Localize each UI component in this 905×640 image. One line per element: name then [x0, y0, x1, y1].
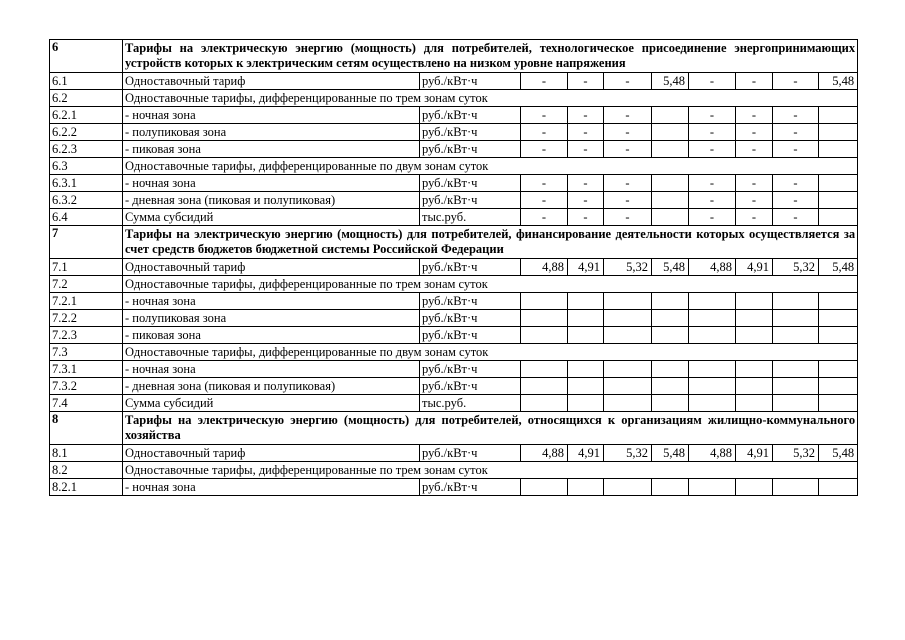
value-cell [652, 141, 689, 158]
value-cell [604, 479, 652, 496]
value-cell [652, 192, 689, 209]
value-cell [773, 293, 819, 310]
row-unit: руб./кВт·ч [420, 310, 521, 327]
value-cell [819, 395, 858, 412]
value-cell [819, 327, 858, 344]
value-cell [604, 310, 652, 327]
value-cell [689, 395, 736, 412]
row-number: 6.2.3 [50, 141, 123, 158]
row-number: 8.2 [50, 462, 123, 479]
row-unit: руб./кВт·ч [420, 293, 521, 310]
value-cell: 5,48 [819, 445, 858, 462]
value-cell: - [521, 141, 568, 158]
value-cell: - [568, 124, 604, 141]
row-name: - ночная зона [123, 361, 420, 378]
value-cell: - [521, 73, 568, 90]
value-cell: - [689, 209, 736, 226]
row-name: - полупиковая зона [123, 310, 420, 327]
table-row [50, 395, 858, 412]
table-row [50, 158, 858, 175]
row-unit: руб./кВт·ч [420, 378, 521, 395]
value-cell [521, 361, 568, 378]
value-cell: 4,88 [689, 259, 736, 276]
value-cell: - [689, 192, 736, 209]
row-name: - пиковая зона [123, 327, 420, 344]
value-cell: - [736, 209, 773, 226]
value-cell: 4,91 [568, 259, 604, 276]
row-subheading: Одноставочные тарифы, дифференцированные по двум зонам суток [123, 344, 858, 361]
value-cell: 4,88 [521, 259, 568, 276]
value-cell: - [773, 141, 819, 158]
row-unit: руб./кВт·ч [420, 259, 521, 276]
row-unit: тыс.руб. [420, 395, 521, 412]
value-cell [652, 175, 689, 192]
value-cell: - [689, 175, 736, 192]
value-cell: - [568, 141, 604, 158]
value-cell: - [521, 175, 568, 192]
row-number: 7.1 [50, 259, 123, 276]
value-cell [819, 107, 858, 124]
value-cell: - [736, 73, 773, 90]
value-cell [819, 141, 858, 158]
row-name: - пиковая зона [123, 141, 420, 158]
value-cell [736, 361, 773, 378]
value-cell: 5,48 [652, 259, 689, 276]
value-cell: - [689, 124, 736, 141]
table-row [50, 73, 858, 90]
value-cell: - [604, 175, 652, 192]
row-number: 6.1 [50, 73, 123, 90]
row-number: 6.2 [50, 90, 123, 107]
section-number: 8 [50, 412, 123, 445]
section-title: Тарифы на электрическую энергию (мощность) для потребителей, финансирование деятельности которых осуществляется за счет средств бюджетов бюджетной системы Российской Федерации [123, 226, 858, 259]
value-cell: - [568, 192, 604, 209]
table-row [50, 192, 858, 209]
table-row [50, 445, 858, 462]
value-cell [521, 327, 568, 344]
table-row [50, 175, 858, 192]
row-subheading: Одноставочные тарифы, дифференцированные по трем зонам суток [123, 462, 858, 479]
value-cell: - [773, 73, 819, 90]
value-cell [521, 293, 568, 310]
row-name: - ночная зона [123, 107, 420, 124]
value-cell: - [773, 107, 819, 124]
value-cell [689, 378, 736, 395]
table-row [50, 378, 858, 395]
value-cell: - [773, 209, 819, 226]
value-cell: - [773, 192, 819, 209]
value-cell [819, 378, 858, 395]
value-cell: - [604, 124, 652, 141]
value-cell [819, 361, 858, 378]
value-cell [736, 327, 773, 344]
value-cell [604, 378, 652, 395]
table-row [50, 259, 858, 276]
section-header-row [50, 226, 858, 259]
value-cell: 5,48 [652, 73, 689, 90]
section-header-row [50, 40, 858, 73]
table-row [50, 479, 858, 496]
value-cell: 5,32 [604, 259, 652, 276]
value-cell: - [773, 175, 819, 192]
value-cell: 4,91 [736, 259, 773, 276]
row-name: Сумма субсидий [123, 209, 420, 226]
value-cell [736, 310, 773, 327]
value-cell: - [604, 141, 652, 158]
row-number: 7.2 [50, 276, 123, 293]
value-cell [652, 395, 689, 412]
value-cell: 5,32 [773, 259, 819, 276]
value-cell: - [568, 107, 604, 124]
value-cell: 5,48 [819, 259, 858, 276]
row-number: 7.3.2 [50, 378, 123, 395]
value-cell: - [521, 192, 568, 209]
value-cell [819, 124, 858, 141]
value-cell [604, 293, 652, 310]
table-row [50, 462, 858, 479]
value-cell [689, 361, 736, 378]
value-cell: 4,88 [521, 445, 568, 462]
value-cell [819, 209, 858, 226]
value-cell [819, 310, 858, 327]
value-cell: - [521, 209, 568, 226]
value-cell [736, 293, 773, 310]
value-cell [773, 327, 819, 344]
row-number: 8.2.1 [50, 479, 123, 496]
value-cell [736, 395, 773, 412]
value-cell: - [689, 73, 736, 90]
value-cell [773, 310, 819, 327]
value-cell [652, 361, 689, 378]
row-number: 6.2.2 [50, 124, 123, 141]
row-name: Сумма субсидий [123, 395, 420, 412]
row-name: - полупиковая зона [123, 124, 420, 141]
value-cell: - [736, 107, 773, 124]
row-name: Одноставочный тариф [123, 445, 420, 462]
table-row [50, 107, 858, 124]
value-cell: - [736, 124, 773, 141]
value-cell [652, 209, 689, 226]
value-cell: - [604, 73, 652, 90]
row-unit: руб./кВт·ч [420, 175, 521, 192]
value-cell: - [736, 175, 773, 192]
table-row [50, 141, 858, 158]
value-cell [689, 327, 736, 344]
value-cell [521, 395, 568, 412]
value-cell: - [604, 107, 652, 124]
value-cell: - [736, 141, 773, 158]
value-cell: - [773, 124, 819, 141]
value-cell [819, 293, 858, 310]
value-cell: - [736, 192, 773, 209]
value-cell: - [604, 192, 652, 209]
row-number: 7.2.1 [50, 293, 123, 310]
value-cell: - [568, 175, 604, 192]
row-number: 6.3 [50, 158, 123, 175]
value-cell [652, 327, 689, 344]
row-name: - дневная зона (пиковая и полупиковая) [123, 192, 420, 209]
value-cell: 5,48 [652, 445, 689, 462]
value-cell [689, 310, 736, 327]
tariff-table [49, 39, 858, 496]
row-number: 6.3.2 [50, 192, 123, 209]
value-cell [604, 395, 652, 412]
value-cell [568, 310, 604, 327]
value-cell: - [568, 73, 604, 90]
value-cell [568, 361, 604, 378]
value-cell: - [568, 209, 604, 226]
row-number: 6.4 [50, 209, 123, 226]
section-title: Тарифы на электрическую энергию (мощность) для потребителей, технологическое присоединение энергопринимающих устройств которых к электрическим сетям осуществлено на низком уровне напряжения [123, 40, 858, 73]
value-cell: 4,88 [689, 445, 736, 462]
row-unit: руб./кВт·ч [420, 107, 521, 124]
row-unit: руб./кВт·ч [420, 192, 521, 209]
row-number: 8.1 [50, 445, 123, 462]
row-subheading: Одноставочные тарифы, дифференцированные по двум зонам суток [123, 158, 858, 175]
value-cell [689, 293, 736, 310]
table-row [50, 209, 858, 226]
table-row [50, 124, 858, 141]
value-cell [652, 107, 689, 124]
row-number: 7.3.1 [50, 361, 123, 378]
section-title: Тарифы на электрическую энергию (мощность) для потребителей, относящихся к организациям жилищно-коммунального хозяйства [123, 412, 858, 445]
row-unit: руб./кВт·ч [420, 445, 521, 462]
value-cell [773, 378, 819, 395]
row-unit: руб./кВт·ч [420, 361, 521, 378]
row-unit: тыс.руб. [420, 209, 521, 226]
value-cell [773, 361, 819, 378]
value-cell [652, 479, 689, 496]
row-number: 7.3 [50, 344, 123, 361]
table-row [50, 293, 858, 310]
value-cell [568, 395, 604, 412]
value-cell: 5,32 [604, 445, 652, 462]
value-cell: 4,91 [568, 445, 604, 462]
row-unit: руб./кВт·ч [420, 73, 521, 90]
value-cell [521, 310, 568, 327]
value-cell: - [521, 107, 568, 124]
value-cell [819, 175, 858, 192]
row-number: 7.2.3 [50, 327, 123, 344]
value-cell: 5,48 [819, 73, 858, 90]
table-row [50, 310, 858, 327]
value-cell [568, 378, 604, 395]
row-name: Одноставочный тариф [123, 73, 420, 90]
row-name: - дневная зона (пиковая и полупиковая) [123, 378, 420, 395]
value-cell [521, 378, 568, 395]
value-cell [604, 327, 652, 344]
section-header-row [50, 412, 858, 445]
value-cell [773, 395, 819, 412]
row-subheading: Одноставочные тарифы, дифференцированные по трем зонам суток [123, 90, 858, 107]
value-cell: - [521, 124, 568, 141]
value-cell: - [604, 209, 652, 226]
value-cell: 5,32 [773, 445, 819, 462]
value-cell [568, 479, 604, 496]
value-cell [773, 479, 819, 496]
value-cell [652, 378, 689, 395]
row-unit: руб./кВт·ч [420, 141, 521, 158]
row-name: - ночная зона [123, 293, 420, 310]
value-cell [521, 479, 568, 496]
row-number: 6.3.1 [50, 175, 123, 192]
value-cell [689, 479, 736, 496]
value-cell [652, 124, 689, 141]
row-unit: руб./кВт·ч [420, 124, 521, 141]
value-cell: - [689, 141, 736, 158]
value-cell [652, 310, 689, 327]
row-name: - ночная зона [123, 479, 420, 496]
value-cell [819, 479, 858, 496]
row-unit: руб./кВт·ч [420, 327, 521, 344]
row-subheading: Одноставочные тарифы, дифференцированные по трем зонам суток [123, 276, 858, 293]
value-cell [568, 293, 604, 310]
row-name: - ночная зона [123, 175, 420, 192]
row-number: 7.4 [50, 395, 123, 412]
row-unit: руб./кВт·ч [420, 479, 521, 496]
value-cell [819, 192, 858, 209]
section-number: 6 [50, 40, 123, 73]
table-row [50, 361, 858, 378]
table-row [50, 327, 858, 344]
value-cell [604, 361, 652, 378]
section-number: 7 [50, 226, 123, 259]
table-row [50, 276, 858, 293]
row-number: 6.2.1 [50, 107, 123, 124]
value-cell [736, 479, 773, 496]
value-cell [736, 378, 773, 395]
row-number: 7.2.2 [50, 310, 123, 327]
table-row [50, 344, 858, 361]
row-name: Одноставочный тариф [123, 259, 420, 276]
value-cell [568, 327, 604, 344]
value-cell: - [689, 107, 736, 124]
value-cell [652, 293, 689, 310]
value-cell: 4,91 [736, 445, 773, 462]
table-row [50, 90, 858, 107]
